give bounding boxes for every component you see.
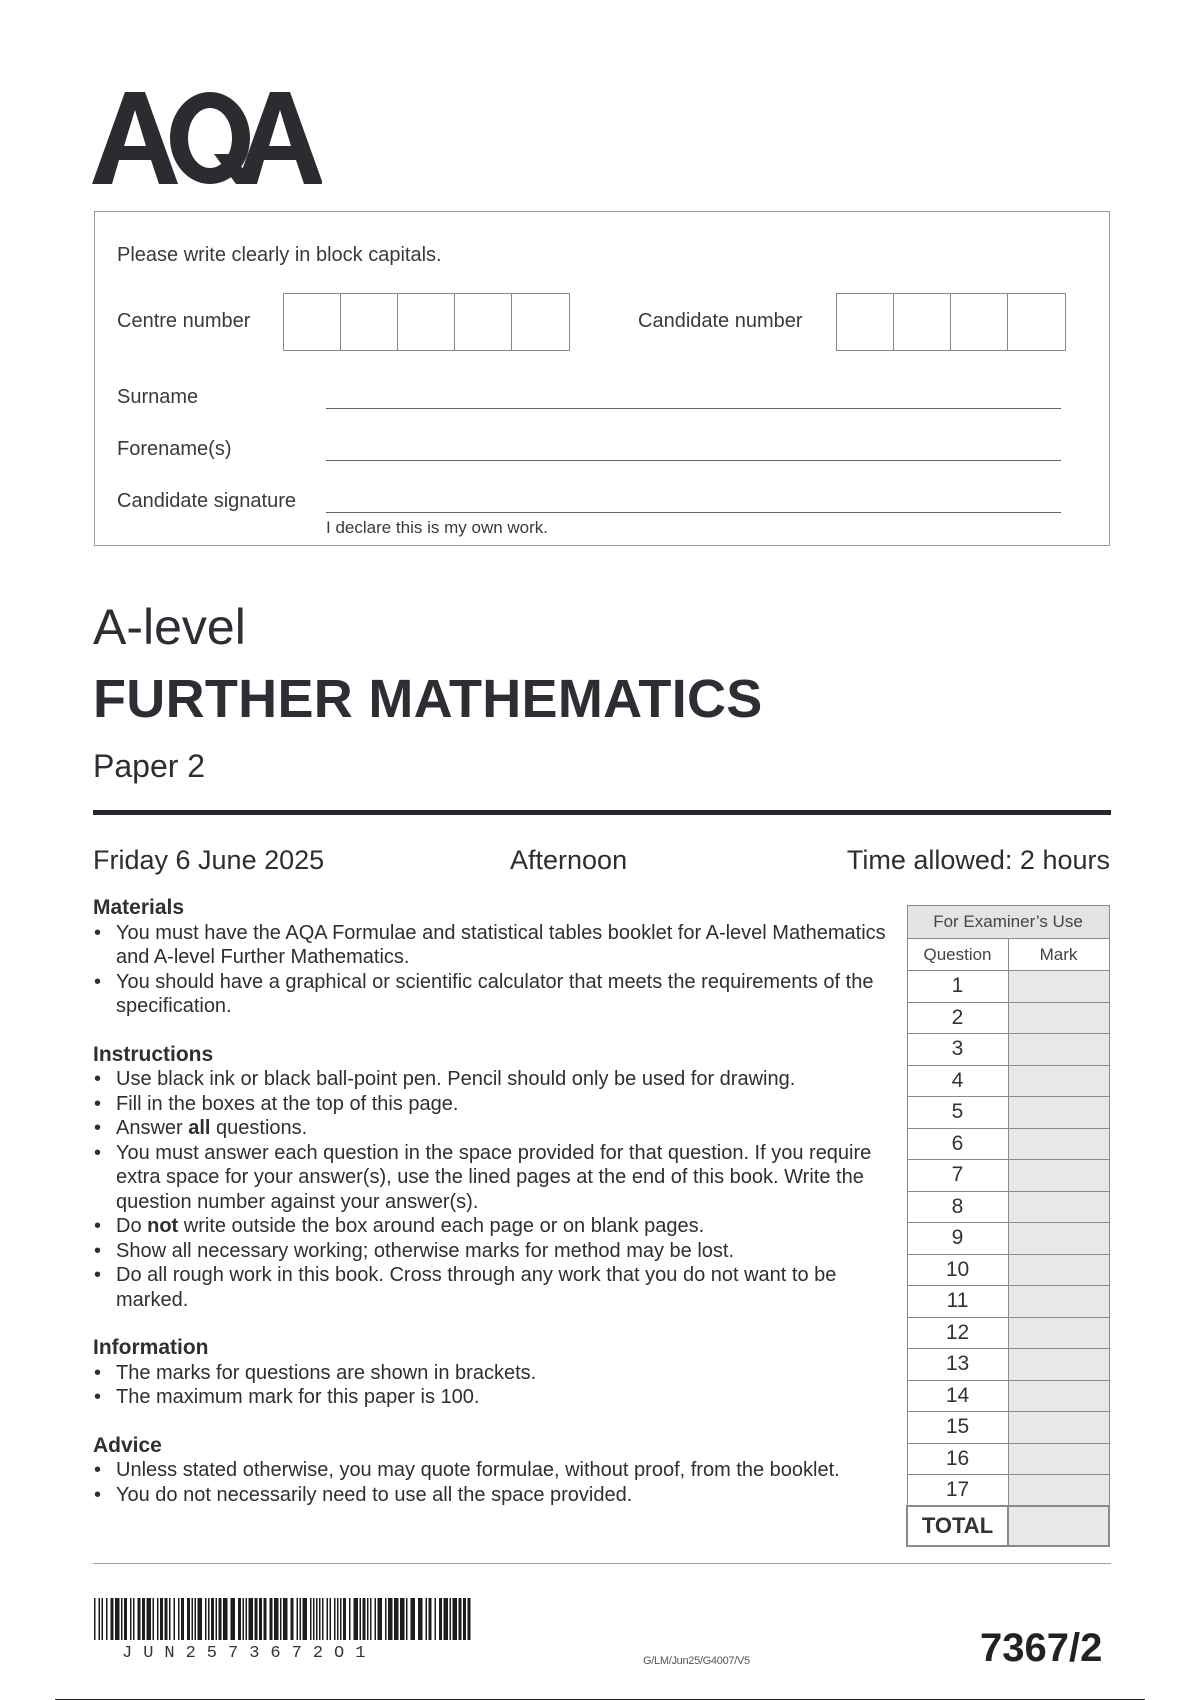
forenames-label: Forename(s)	[117, 438, 232, 460]
table-row	[907, 1380, 1109, 1412]
question-number: 17	[907, 1475, 1008, 1507]
centre-number-box[interactable]	[284, 294, 341, 350]
subject-title: FURTHER MATHEMATICS	[93, 669, 763, 729]
table-row	[907, 1128, 1109, 1160]
list-item: • Unless stated otherwise, you may quote formulae, without proof, from the booklet.	[93, 1458, 893, 1483]
candidate-number-label: Candidate number	[638, 310, 803, 332]
exam-date: Friday 6 June 2025	[93, 845, 325, 875]
table-row	[907, 1160, 1109, 1192]
block-capitals-prompt: Please write clearly in block capitals.	[117, 244, 442, 266]
list-item: • The maximum mark for this paper is 100.	[93, 1385, 893, 1410]
advice-section	[93, 1434, 893, 1508]
title-divider	[93, 810, 1111, 815]
mark-cell	[1008, 1191, 1109, 1223]
candidate-number-field[interactable]	[836, 293, 1066, 351]
question-column-header: Question	[907, 939, 1008, 971]
list-item: • Answer all questions.	[93, 1116, 893, 1141]
question-number: 10	[907, 1254, 1008, 1286]
mark-cell	[1008, 1380, 1109, 1412]
question-number: 14	[907, 1380, 1008, 1412]
total-label: TOTAL	[907, 1506, 1008, 1546]
list-item: • You should have a graphical or scientific calculator that meets the requirements of the specification.	[93, 970, 893, 1019]
question-number: 2	[907, 1002, 1008, 1034]
mark-cell	[1008, 1002, 1109, 1034]
table-row	[907, 1002, 1109, 1034]
mark-cell	[1008, 1349, 1109, 1381]
list-item: • You do not necessarily need to use all the space provided.	[93, 1483, 893, 1508]
mark-cell	[1008, 1286, 1109, 1318]
table-row	[907, 1349, 1109, 1381]
mark-cell	[1008, 1097, 1109, 1129]
exam-session: Afternoon	[510, 845, 628, 875]
mark-cell	[1008, 1254, 1109, 1286]
question-number: 3	[907, 1034, 1008, 1066]
table-row	[907, 1317, 1109, 1349]
table-row	[907, 1412, 1109, 1444]
signature-label: Candidate signature	[117, 490, 297, 512]
list-item: • You must answer each question in the space provided for that question. If you require extra space for your answer(s), use the lined pages at the end of this book. Write the question number against your answer(s).	[93, 1141, 893, 1215]
table-row	[907, 1034, 1109, 1066]
mark-cell	[1008, 1128, 1109, 1160]
list-item: • Do all rough work in this book. Cross through any work that you do not want to be marked.	[93, 1263, 893, 1312]
barcode-number: JUN2573672O1	[122, 1644, 377, 1663]
table-row	[907, 1254, 1109, 1286]
question-number: 16	[907, 1443, 1008, 1475]
surname-field[interactable]	[326, 408, 1061, 409]
mark-cell	[1008, 1223, 1109, 1255]
time-allowed: Time allowed: 2 hours	[846, 845, 1110, 875]
question-number: 8	[907, 1191, 1008, 1223]
footer-divider	[93, 1563, 1111, 1564]
question-number: 5	[907, 1097, 1008, 1129]
list-item: • Fill in the boxes at the top of this page.	[93, 1092, 893, 1117]
total-mark-cell	[1008, 1506, 1109, 1546]
mark-cell	[1008, 1160, 1109, 1192]
list-item: • Show all necessary working; otherwise marks for method may be lost.	[93, 1239, 893, 1264]
table-row	[907, 1223, 1109, 1255]
table-row	[907, 1191, 1109, 1223]
centre-number-label: Centre number	[117, 310, 251, 332]
list-item: • Use black ink or black ball-point pen. Pencil should only be used for drawing.	[93, 1067, 893, 1092]
materials-section	[93, 896, 893, 1019]
qualification-level: A-level	[93, 599, 246, 655]
list-item: • The marks for questions are shown in brackets.	[93, 1361, 893, 1386]
mark-cell	[1008, 1065, 1109, 1097]
centre-number-box[interactable]	[455, 294, 512, 350]
section-heading: Advice	[93, 1433, 162, 1457]
question-number: 12	[907, 1317, 1008, 1349]
centre-number-box[interactable]	[341, 294, 398, 350]
question-number: 4	[907, 1065, 1008, 1097]
candidate-details-box	[94, 211, 1110, 546]
list-item: • You must have the AQA Formulae and statistical tables booklet for A-level Mathematics and A-level Further Mathematics.	[93, 921, 893, 970]
signature-field[interactable]	[326, 512, 1061, 513]
question-number: 1	[907, 971, 1008, 1003]
section-heading: Instructions	[93, 1042, 214, 1066]
table-heading: For Examiner’s Use	[907, 906, 1109, 939]
table-row	[907, 1097, 1109, 1129]
candidate-number-box[interactable]	[894, 294, 951, 350]
candidate-number-box[interactable]	[1008, 294, 1065, 350]
question-number: 15	[907, 1412, 1008, 1444]
paper-code: 7367/2	[980, 1626, 1103, 1670]
mark-column-header: Mark	[1008, 939, 1109, 971]
list-item: • Do not write outside the box around each page or on blank pages.	[93, 1214, 893, 1239]
surname-label: Surname	[117, 386, 199, 408]
section-heading: Information	[93, 1336, 209, 1359]
paper-number: Paper 2	[93, 748, 206, 784]
total-row	[907, 1506, 1109, 1546]
table-row	[907, 1443, 1109, 1475]
mark-cell	[1008, 971, 1109, 1003]
mark-cell	[1008, 1317, 1109, 1349]
question-number: 11	[907, 1286, 1008, 1318]
aqa-logo	[92, 90, 322, 186]
barcode	[94, 1598, 474, 1640]
centre-number-box[interactable]	[398, 294, 455, 350]
instructions-section	[93, 1043, 893, 1313]
section-heading: Materials	[93, 896, 185, 919]
mark-cell	[1008, 1412, 1109, 1444]
document-reference: G/LM/Jun25/G4007/V5	[643, 1655, 750, 1667]
table-row	[907, 971, 1109, 1003]
centre-number-box[interactable]	[512, 294, 569, 350]
information-section	[93, 1336, 893, 1410]
question-number: 13	[907, 1349, 1008, 1381]
centre-number-field[interactable]	[283, 293, 570, 351]
question-number: 6	[907, 1128, 1008, 1160]
mark-cell	[1008, 1443, 1109, 1475]
table-row	[907, 1286, 1109, 1318]
mark-cell	[1008, 1034, 1109, 1066]
question-number: 9	[907, 1223, 1008, 1255]
table-row	[907, 1475, 1109, 1507]
table-row	[907, 1065, 1109, 1097]
declaration-text: I declare this is my own work.	[326, 518, 549, 537]
candidate-number-box[interactable]	[837, 294, 894, 350]
exam-instructions	[93, 896, 893, 1531]
candidate-number-box[interactable]	[951, 294, 1008, 350]
question-number: 7	[907, 1160, 1008, 1192]
examiners-use-table	[906, 905, 1110, 1547]
forenames-field[interactable]	[326, 460, 1061, 461]
mark-cell	[1008, 1475, 1109, 1507]
